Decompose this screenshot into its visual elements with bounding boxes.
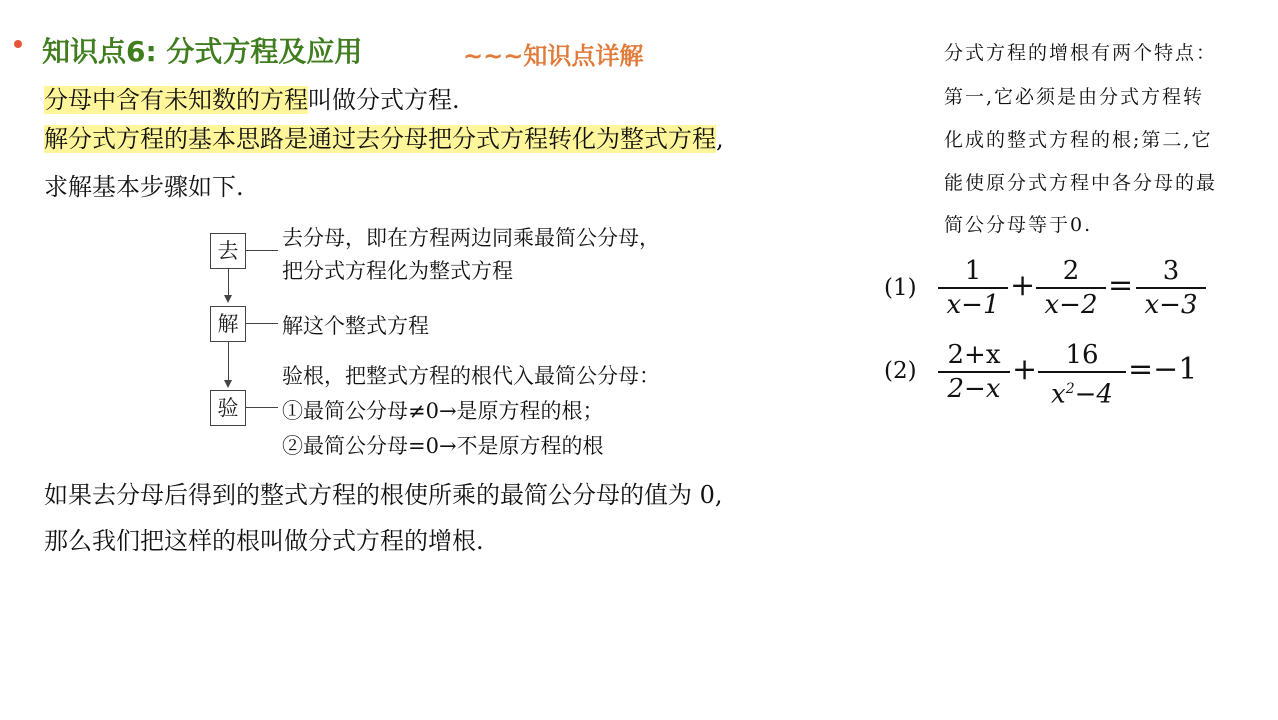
eq2-f2-denominator [1038,374,1126,410]
eq2-f1-bar [938,371,1010,373]
definition-highlight: 分母中含有未知数的方程 [44,86,308,114]
step1-text-line2: 把分式方程化为整式方程 [282,259,513,283]
arrow2-head [224,380,232,388]
side-note-line-2: 第一,它必须是由分式方程转 [944,86,1205,108]
eq1-fraction-3 [1136,256,1206,320]
eq1-plus: + [1010,268,1036,303]
step2-connector [246,323,278,324]
eq2-f2-bar [1038,371,1126,373]
eq2-plus: + [1012,352,1038,387]
eq2-f1-denominator: 2−x [947,373,1001,404]
equation-1-number: (1) [884,275,917,301]
step-box-verify: 验 [210,390,246,426]
extraneous-root-definition-line2: 那么我们把这样的根叫做分式方程的增根. [44,527,484,555]
title-bullet [14,40,22,48]
eq2-equals-minus-one: =−1 [1128,352,1198,387]
eq2-f2-numerator: 16 [1065,340,1099,370]
steps-intro: 求解基本步骤如下. [44,173,244,201]
eq1-f1-numerator: 1 [964,256,982,286]
eq1-f3-numerator: 3 [1162,256,1180,286]
approach-line [44,122,724,156]
eq1-f2-numerator: 2 [1062,256,1080,286]
step1-text-line1: 去分母，即在方程两边同乘最简公分母， [282,226,660,250]
eq1-f2-denominator: x−2 [1044,289,1098,320]
eq1-f3-denominator: x−3 [1144,289,1198,320]
eq2-f2-den-rest: −4 [1074,379,1113,410]
side-note-line-4: 能使原分式方程中各分母的最 [944,172,1218,194]
step2-text: 解这个整式方程 [282,314,429,338]
eq1-f1-denominator: x−1 [946,289,1000,320]
eq2-fraction-2 [1038,340,1126,409]
eq1-f3-bar [1136,287,1206,289]
eq2-f2-den-exponent: 2 [1065,380,1075,397]
approach-highlight: 解分式方程的基本思路是通过去分母把分式方程转化为整式方程 [44,125,716,153]
eq1-equals: = [1108,268,1134,303]
step-box-solve: 解 [210,306,246,342]
step3-connector [246,407,278,408]
eq2-f1-numerator: 2+x [947,340,1001,370]
step3-text-line1: 验根，把整式方程的根代入最简公分母： [282,364,660,388]
page-title: 知识点6: 分式方程及应用 [42,35,363,68]
arrow1-shaft [228,269,229,296]
equation-2-number: (2) [884,358,917,384]
arrow2-shaft [228,342,229,381]
definition-rest: 叫做分式方程. [308,86,460,114]
side-note-line-5: 简公分母等于0. [944,214,1093,236]
extraneous-root-definition-line1: 如果去分母后得到的整式方程的根使所乘的最简公分母的值为 0, [44,481,723,509]
eq2-fraction-1 [938,340,1010,404]
page-subtitle: ~~~知识点详解 [463,42,644,70]
side-note-line-1: 分式方程的增根有两个特点： [944,42,1218,64]
eq2-f2-den-base: x [1051,379,1066,410]
eq1-fraction-2 [1036,256,1106,320]
eq1-f1-bar [938,287,1008,289]
definition-line [44,83,460,117]
side-note-line-3: 化成的整式方程的根;第二,它 [944,129,1213,151]
step1-connector [246,250,278,251]
step3-text-line2: ①最简公分母≠0→是原方程的根； [282,399,604,423]
arrow1-head [224,295,232,303]
approach-rest: , [716,125,724,153]
step3-text-line3: ②最简公分母=0→不是原方程的根 [282,434,604,458]
eq1-f2-bar [1036,287,1106,289]
eq1-fraction-1 [938,256,1008,320]
step-box-remove-denominator: 去 [210,233,246,269]
